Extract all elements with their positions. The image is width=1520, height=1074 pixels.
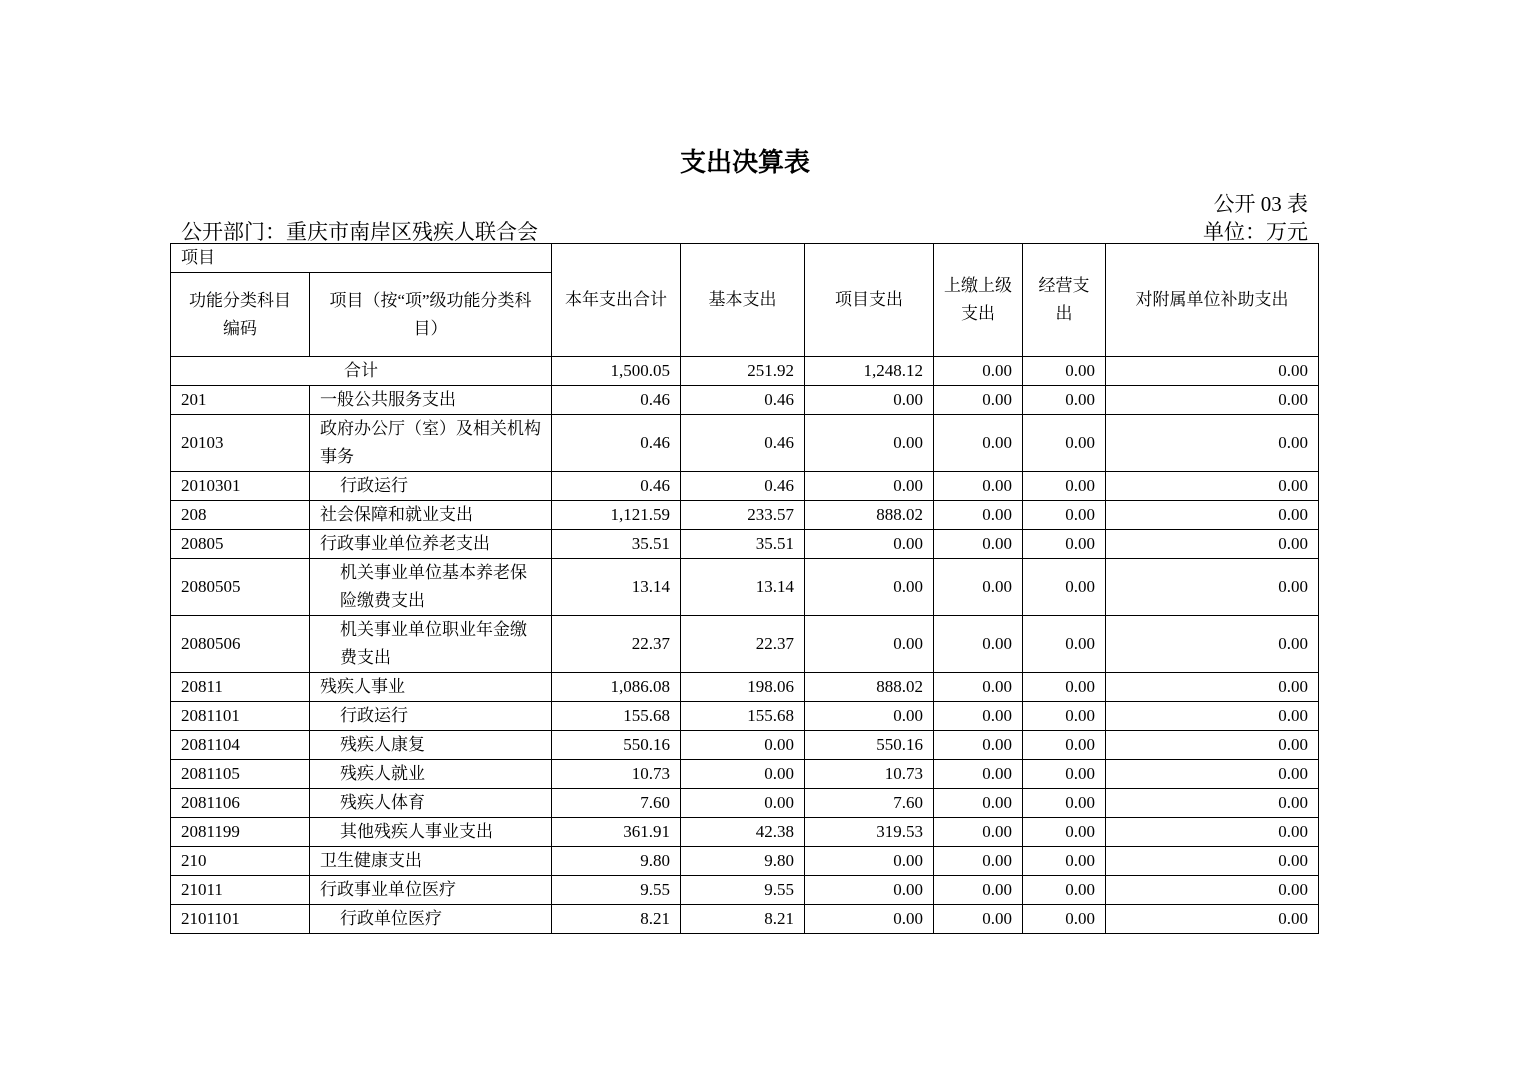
row-name: 其他残疾人事业支出	[310, 818, 552, 847]
row-basic: 35.51	[681, 530, 805, 559]
row-business: 0.00	[1023, 501, 1106, 530]
row-upper: 0.00	[934, 702, 1023, 731]
department-label: 公开部门：重庆市南岸区残疾人联合会	[181, 220, 538, 244]
row-upper: 0.00	[934, 673, 1023, 702]
total-v3: 1,248.12	[805, 357, 934, 386]
row-total: 10.73	[552, 760, 681, 789]
row-basic: 9.55	[681, 876, 805, 905]
table-row	[171, 905, 1319, 934]
table-row	[171, 501, 1319, 530]
row-code: 2081106	[171, 789, 310, 818]
table-row	[171, 673, 1319, 702]
row-basic: 0.46	[681, 386, 805, 415]
row-basic: 13.14	[681, 559, 805, 616]
unit-label: 单位：万元	[1203, 220, 1308, 244]
row-code: 201	[171, 386, 310, 415]
header-upper: 上缴上级支出	[934, 244, 1023, 357]
row-subsidy: 0.00	[1106, 472, 1319, 501]
row-code: 2101101	[171, 905, 310, 934]
row-business: 0.00	[1023, 731, 1106, 760]
row-business: 0.00	[1023, 905, 1106, 934]
row-total: 8.21	[552, 905, 681, 934]
row-subsidy: 0.00	[1106, 789, 1319, 818]
row-business: 0.00	[1023, 559, 1106, 616]
row-total: 1,121.59	[552, 501, 681, 530]
table-row	[171, 530, 1319, 559]
row-total: 0.46	[552, 386, 681, 415]
row-business: 0.00	[1023, 876, 1106, 905]
table-row	[171, 731, 1319, 760]
row-subsidy: 0.00	[1106, 702, 1319, 731]
row-name: 行政单位医疗	[310, 905, 552, 934]
row-business: 0.00	[1023, 386, 1106, 415]
row-upper: 0.00	[934, 818, 1023, 847]
row-total: 0.46	[552, 472, 681, 501]
row-business: 0.00	[1023, 472, 1106, 501]
row-total: 7.60	[552, 789, 681, 818]
row-business: 0.00	[1023, 818, 1106, 847]
row-name: 一般公共服务支出	[310, 386, 552, 415]
row-project: 550.16	[805, 731, 934, 760]
row-project: 888.02	[805, 673, 934, 702]
row-name: 社会保障和就业支出	[310, 501, 552, 530]
row-subsidy: 0.00	[1106, 847, 1319, 876]
table-row	[171, 760, 1319, 789]
row-basic: 9.80	[681, 847, 805, 876]
row-upper: 0.00	[934, 530, 1023, 559]
table-row	[171, 415, 1319, 472]
row-name: 机关事业单位职业年金缴费支出	[310, 616, 552, 673]
row-total: 9.55	[552, 876, 681, 905]
row-subsidy: 0.00	[1106, 818, 1319, 847]
row-upper: 0.00	[934, 415, 1023, 472]
row-upper: 0.00	[934, 847, 1023, 876]
row-basic: 42.38	[681, 818, 805, 847]
row-code: 2080506	[171, 616, 310, 673]
table-header	[171, 244, 1319, 357]
row-upper: 0.00	[934, 731, 1023, 760]
row-business: 0.00	[1023, 847, 1106, 876]
row-business: 0.00	[1023, 702, 1106, 731]
row-name: 残疾人就业	[310, 760, 552, 789]
total-v2: 251.92	[681, 357, 805, 386]
row-upper: 0.00	[934, 386, 1023, 415]
row-upper: 0.00	[934, 501, 1023, 530]
row-subsidy: 0.00	[1106, 905, 1319, 934]
row-project: 0.00	[805, 616, 934, 673]
row-project: 0.00	[805, 905, 934, 934]
table-row	[171, 702, 1319, 731]
row-business: 0.00	[1023, 530, 1106, 559]
row-subsidy: 0.00	[1106, 530, 1319, 559]
row-project: 319.53	[805, 818, 934, 847]
form-number: 公开 03 表	[1213, 192, 1308, 216]
row-basic: 233.57	[681, 501, 805, 530]
header-project-expense: 项目支出	[805, 244, 934, 357]
row-business: 0.00	[1023, 789, 1106, 818]
row-code: 2081199	[171, 818, 310, 847]
row-basic: 198.06	[681, 673, 805, 702]
table-row	[171, 876, 1319, 905]
row-basic: 8.21	[681, 905, 805, 934]
row-code: 20805	[171, 530, 310, 559]
row-code: 20811	[171, 673, 310, 702]
row-name: 政府办公厅（室）及相关机构事务	[310, 415, 552, 472]
row-business: 0.00	[1023, 760, 1106, 789]
row-business: 0.00	[1023, 415, 1106, 472]
row-subsidy: 0.00	[1106, 731, 1319, 760]
row-total: 1,086.08	[552, 673, 681, 702]
row-project: 888.02	[805, 501, 934, 530]
total-v4: 0.00	[934, 357, 1023, 386]
header-business: 经营支出	[1023, 244, 1106, 357]
header-subsidy: 对附属单位补助支出	[1106, 244, 1319, 357]
row-business: 0.00	[1023, 673, 1106, 702]
page-title: 支出决算表	[679, 148, 810, 178]
row-upper: 0.00	[934, 472, 1023, 501]
table-row	[171, 789, 1319, 818]
table-body	[171, 357, 1319, 934]
row-upper: 0.00	[934, 789, 1023, 818]
row-code: 2080505	[171, 559, 310, 616]
table-row	[171, 386, 1319, 415]
row-subsidy: 0.00	[1106, 760, 1319, 789]
row-project: 0.00	[805, 386, 934, 415]
row-name: 残疾人体育	[310, 789, 552, 818]
row-total: 9.80	[552, 847, 681, 876]
table-row	[171, 616, 1319, 673]
total-label: 合计	[171, 357, 552, 386]
row-basic: 155.68	[681, 702, 805, 731]
row-subsidy: 0.00	[1106, 616, 1319, 673]
row-subsidy: 0.00	[1106, 876, 1319, 905]
table-row	[171, 847, 1319, 876]
row-code: 2081105	[171, 760, 310, 789]
row-subsidy: 0.00	[1106, 673, 1319, 702]
row-subsidy: 0.00	[1106, 386, 1319, 415]
total-v5: 0.00	[1023, 357, 1106, 386]
row-name: 残疾人事业	[310, 673, 552, 702]
row-basic: 0.46	[681, 415, 805, 472]
row-code: 208	[171, 501, 310, 530]
header-code: 功能分类科目编码	[171, 273, 310, 357]
row-code: 2081104	[171, 731, 310, 760]
row-upper: 0.00	[934, 876, 1023, 905]
row-basic: 0.00	[681, 760, 805, 789]
table-row	[171, 472, 1319, 501]
row-basic: 0.00	[681, 731, 805, 760]
row-upper: 0.00	[934, 559, 1023, 616]
row-code: 2081101	[171, 702, 310, 731]
row-subsidy: 0.00	[1106, 415, 1319, 472]
row-project: 0.00	[805, 847, 934, 876]
total-v1: 1,500.05	[552, 357, 681, 386]
row-subsidy: 0.00	[1106, 559, 1319, 616]
row-total: 550.16	[552, 731, 681, 760]
row-project: 7.60	[805, 789, 934, 818]
row-project: 10.73	[805, 760, 934, 789]
row-name: 机关事业单位基本养老保险缴费支出	[310, 559, 552, 616]
row-total: 13.14	[552, 559, 681, 616]
row-name: 行政事业单位医疗	[310, 876, 552, 905]
row-project: 0.00	[805, 559, 934, 616]
header-name: 项目（按“项”级功能分类科目）	[310, 273, 552, 357]
row-project: 0.00	[805, 530, 934, 559]
row-total: 361.91	[552, 818, 681, 847]
row-name: 卫生健康支出	[310, 847, 552, 876]
total-v6: 0.00	[1106, 357, 1319, 386]
row-code: 210	[171, 847, 310, 876]
row-upper: 0.00	[934, 905, 1023, 934]
table-row	[171, 559, 1319, 616]
row-total: 22.37	[552, 616, 681, 673]
row-code: 21011	[171, 876, 310, 905]
row-total: 155.68	[552, 702, 681, 731]
row-subsidy: 0.00	[1106, 501, 1319, 530]
row-basic: 0.00	[681, 789, 805, 818]
row-total: 0.46	[552, 415, 681, 472]
header-project: 项目	[171, 244, 552, 273]
row-project: 0.00	[805, 702, 934, 731]
row-upper: 0.00	[934, 760, 1023, 789]
expenditure-table	[170, 243, 1319, 934]
row-code: 20103	[171, 415, 310, 472]
row-name: 残疾人康复	[310, 731, 552, 760]
row-basic: 22.37	[681, 616, 805, 673]
row-name: 行政运行	[310, 472, 552, 501]
row-project: 0.00	[805, 472, 934, 501]
row-basic: 0.46	[681, 472, 805, 501]
row-upper: 0.00	[934, 616, 1023, 673]
row-project: 0.00	[805, 876, 934, 905]
row-name: 行政运行	[310, 702, 552, 731]
row-total: 35.51	[552, 530, 681, 559]
table-row	[171, 818, 1319, 847]
row-business: 0.00	[1023, 616, 1106, 673]
total-row	[171, 357, 1319, 386]
row-project: 0.00	[805, 415, 934, 472]
header-basic: 基本支出	[681, 244, 805, 357]
row-name: 行政事业单位养老支出	[310, 530, 552, 559]
row-code: 2010301	[171, 472, 310, 501]
header-total: 本年支出合计	[552, 244, 681, 357]
